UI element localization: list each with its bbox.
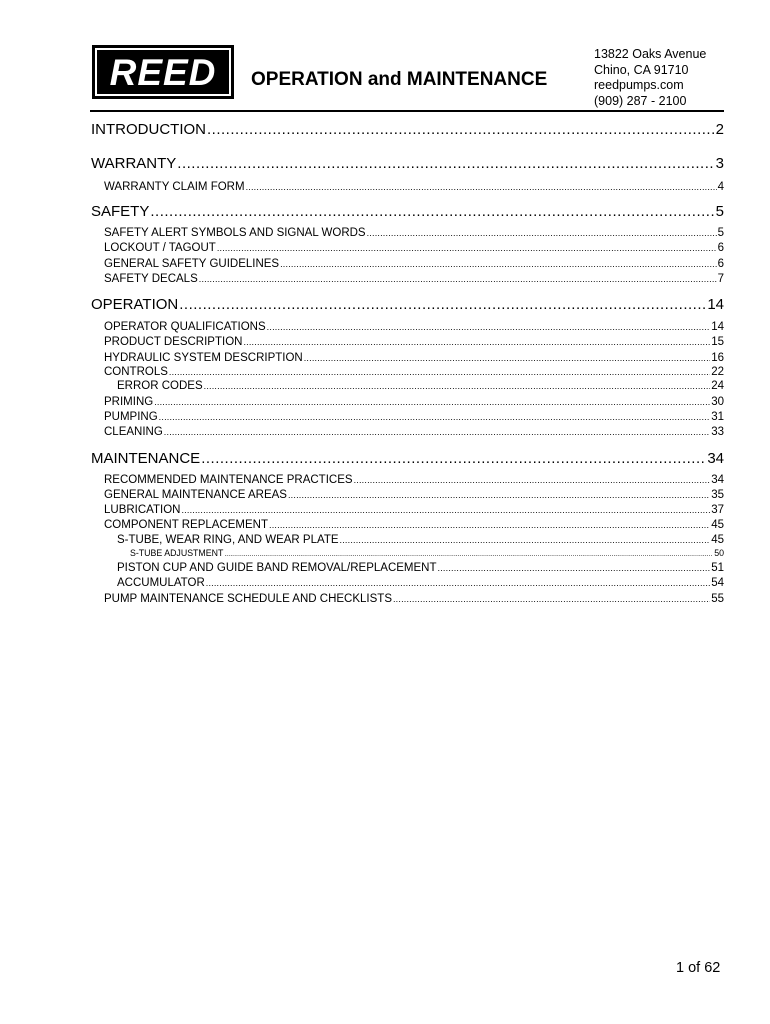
toc-entry[interactable] bbox=[104, 489, 724, 501]
address-street: 13822 Oaks Avenue bbox=[594, 47, 707, 61]
toc-entry-page: 45 bbox=[711, 534, 724, 546]
toc-entry-label: HYDRAULIC SYSTEM DESCRIPTION bbox=[104, 352, 303, 364]
toc-dot-leader bbox=[246, 181, 717, 193]
toc-entry-page: 24 bbox=[711, 380, 724, 392]
toc-entry-page: 37 bbox=[711, 504, 724, 516]
toc-entry-page: 15 bbox=[711, 336, 724, 348]
toc-dot-leader bbox=[304, 352, 710, 364]
toc-dot-leader bbox=[340, 534, 711, 546]
toc-entry-page: 30 bbox=[711, 396, 724, 408]
toc-entry-page: 16 bbox=[711, 352, 724, 364]
toc-entry-page: 14 bbox=[707, 296, 724, 313]
toc-entry-page: 55 bbox=[711, 593, 724, 605]
toc-dot-leader bbox=[199, 273, 717, 285]
toc-entry[interactable] bbox=[104, 181, 724, 193]
toc-dot-leader bbox=[154, 396, 710, 408]
toc-entry[interactable] bbox=[91, 450, 724, 467]
toc-entry-label: LOCKOUT / TAGOUT bbox=[104, 242, 216, 254]
toc-entry-label: SAFETY ALERT SYMBOLS AND SIGNAL WORDS bbox=[104, 227, 366, 239]
toc-dot-leader bbox=[181, 504, 710, 516]
toc-dot-leader bbox=[224, 548, 713, 558]
toc-entry[interactable] bbox=[104, 411, 724, 423]
toc-entry[interactable] bbox=[117, 577, 724, 589]
toc-entry-label: MAINTENANCE bbox=[91, 450, 201, 467]
toc-entry-label: INTRODUCTION bbox=[91, 121, 206, 138]
toc-entry[interactable] bbox=[104, 593, 724, 605]
toc-dot-leader bbox=[280, 258, 716, 270]
toc-dot-leader bbox=[438, 562, 711, 574]
toc-entry-page: 34 bbox=[711, 474, 724, 486]
toc-dot-leader bbox=[288, 489, 710, 501]
toc-entry[interactable] bbox=[117, 534, 724, 546]
toc-entry-page: 2 bbox=[715, 121, 724, 138]
toc-dot-leader bbox=[177, 155, 714, 172]
toc-entry-label: OPERATION bbox=[91, 296, 179, 313]
toc-entry-page: 33 bbox=[711, 426, 724, 438]
address-phone: (909) 287 - 2100 bbox=[594, 93, 687, 108]
toc-entry[interactable] bbox=[104, 504, 724, 516]
document-title: OPERATION and MAINTENANCE bbox=[251, 69, 548, 90]
toc-entry[interactable] bbox=[130, 548, 724, 558]
toc-entry[interactable] bbox=[104, 336, 724, 348]
toc-entry[interactable] bbox=[104, 396, 724, 408]
toc-dot-leader bbox=[269, 519, 710, 531]
toc-entry-page: 51 bbox=[711, 562, 724, 574]
toc-entry-label: OPERATOR QUALIFICATIONS bbox=[104, 321, 266, 333]
toc-entry[interactable] bbox=[104, 242, 724, 254]
toc-dot-leader bbox=[243, 336, 710, 348]
toc-entry[interactable] bbox=[104, 352, 724, 364]
toc-entry-page: 45 bbox=[711, 519, 724, 531]
toc-entry-page: 6 bbox=[717, 242, 724, 254]
toc-entry-label: ACCUMULATOR bbox=[117, 577, 205, 589]
toc-entry[interactable] bbox=[91, 155, 724, 172]
toc-entry-label: RECOMMENDED MAINTENANCE PRACTICES bbox=[104, 474, 353, 486]
toc-entry-label: GENERAL MAINTENANCE AREAS bbox=[104, 489, 287, 501]
toc-entry-page: 3 bbox=[715, 155, 724, 172]
toc-entry-page: 5 bbox=[715, 203, 724, 220]
toc-entry-page: 7 bbox=[717, 273, 724, 285]
reed-logo-text: REED bbox=[95, 48, 231, 96]
toc-entry[interactable] bbox=[91, 121, 724, 138]
toc-entry-label: S-TUBE, WEAR RING, AND WEAR PLATE bbox=[117, 534, 339, 546]
toc-dot-leader bbox=[204, 380, 711, 392]
toc-entry-label: GENERAL SAFETY GUIDELINES bbox=[104, 258, 280, 270]
toc-entry-page: 31 bbox=[711, 411, 724, 423]
toc-entry-label: SAFETY DECALS bbox=[104, 273, 198, 285]
toc-dot-leader bbox=[217, 242, 717, 254]
toc-entry-label: CONTROLS bbox=[104, 366, 168, 378]
toc-entry-page: 5 bbox=[717, 227, 724, 239]
toc-entry-label: LUBRICATION bbox=[104, 504, 181, 516]
toc-dot-leader bbox=[164, 426, 710, 438]
toc-dot-leader bbox=[206, 577, 710, 589]
toc-dot-leader bbox=[179, 296, 706, 313]
address-city: Chino, CA 91710 bbox=[594, 62, 689, 77]
toc-entry[interactable] bbox=[104, 227, 724, 239]
toc-dot-leader bbox=[354, 474, 711, 486]
toc-entry[interactable] bbox=[104, 258, 724, 270]
toc-dot-leader bbox=[150, 203, 714, 220]
toc-entry-page: 14 bbox=[711, 321, 724, 333]
toc-dot-leader bbox=[159, 411, 711, 423]
toc-dot-leader bbox=[169, 366, 710, 378]
toc-dot-leader bbox=[393, 593, 710, 605]
toc-entry[interactable] bbox=[91, 296, 724, 313]
toc-entry-label: SAFETY bbox=[91, 203, 150, 220]
toc-entry[interactable] bbox=[104, 426, 724, 438]
toc-dot-leader bbox=[267, 321, 711, 333]
toc-entry-label: ERROR CODES bbox=[117, 380, 203, 392]
toc-entry-page: 22 bbox=[711, 366, 724, 378]
toc-entry-label: PUMPING bbox=[104, 411, 158, 423]
toc-dot-leader bbox=[201, 450, 706, 467]
toc-entry[interactable] bbox=[117, 562, 724, 574]
toc-entry-page: 50 bbox=[714, 548, 724, 558]
toc-entry-page: 34 bbox=[707, 450, 724, 467]
toc-entry[interactable] bbox=[104, 366, 724, 378]
toc-entry[interactable] bbox=[104, 474, 724, 486]
toc-entry-label: S-TUBE ADJUSTMENT bbox=[130, 548, 224, 558]
address-website: reedpumps.com bbox=[594, 78, 684, 92]
toc-entry-label: CLEANING bbox=[104, 426, 163, 438]
toc-entry-page: 6 bbox=[717, 258, 724, 270]
toc-entry-label: COMPONENT REPLACEMENT bbox=[104, 519, 269, 531]
toc-dot-leader bbox=[207, 121, 715, 138]
toc-entry-label: PRODUCT DESCRIPTION bbox=[104, 336, 243, 348]
toc-entry[interactable] bbox=[104, 519, 724, 531]
toc-entry-label: WARRANTY CLAIM FORM bbox=[104, 181, 245, 193]
toc-entry-page: 54 bbox=[711, 577, 724, 589]
toc-entry-label: WARRANTY bbox=[91, 155, 177, 172]
toc-entry-label: PRIMING bbox=[104, 396, 154, 408]
toc-entry[interactable] bbox=[104, 321, 724, 333]
toc-entry[interactable] bbox=[117, 380, 724, 392]
toc-dot-leader bbox=[367, 227, 717, 239]
toc-entry[interactable] bbox=[91, 203, 724, 220]
toc-entry-page: 35 bbox=[711, 489, 724, 501]
toc-entry-label: PUMP MAINTENANCE SCHEDULE AND CHECKLISTS bbox=[104, 593, 392, 605]
page-number: 1 of 62 bbox=[676, 960, 721, 976]
toc-entry-page: 4 bbox=[717, 181, 724, 193]
toc-entry-label: PISTON CUP AND GUIDE BAND REMOVAL/REPLACEMENT bbox=[117, 562, 437, 574]
toc-entry[interactable] bbox=[104, 273, 724, 285]
